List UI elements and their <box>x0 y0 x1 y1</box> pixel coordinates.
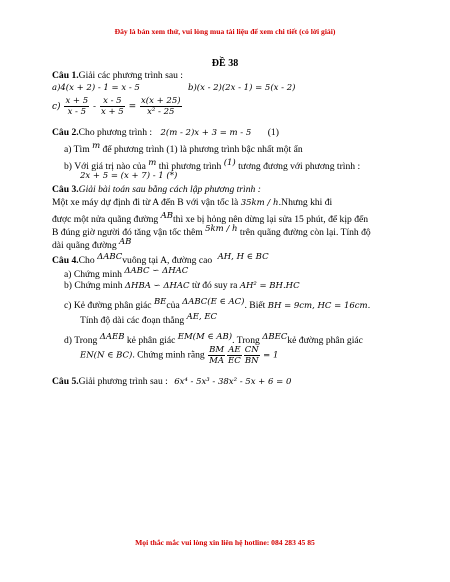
q5-heading: Câu 5.Giải phương trình sau : 6x⁴ - 5x³ - 38x² - 5x + 6 = 0 <box>52 376 292 387</box>
q2-text: Cho phương trình : <box>78 127 153 138</box>
q1-heading <box>52 70 183 82</box>
q2-heading <box>52 127 279 139</box>
q1-c-equals: = <box>128 102 137 112</box>
q1-c-label: c) <box>52 102 61 112</box>
q2-part-a: a) Tìm $^m$ để phương trình (1) là phương trình bậc nhất một ẩn <box>64 141 303 156</box>
top-banner: Đây là bản xem thử, vui lòng mua tài liệu để xem chi tiết (có lời giải) <box>114 27 336 36</box>
q3-line2: được một nửa quãng đường $^{AB}$thì xe bị hỏng nên dừng lại sửa 15 phút, để kịp đến <box>52 211 369 226</box>
q1-part-b: b)(x - 2)(2x - 1) = 5(x - 2) <box>188 83 296 93</box>
q3-text: Giải bài toán sau bằng cách lập phương trình : <box>78 184 261 195</box>
q5-equation: 6x⁴ - 5x³ - 38x² - 5x + 6 = 0 <box>174 377 292 387</box>
q1-c-frac1: $\frac{x + 5}{x - 5}$ <box>65 96 89 117</box>
q4-part-c: c) Kẻ đường phân giác $^{BE}$của $^{\Delta ABC(E \in AC)}$. Biết BH = 9cm, HC = 16cm. <box>64 297 371 312</box>
bottom-banner: Mọi thắc mắc vui lòng xin liên hệ hotline: 084 283 45 85 <box>135 538 315 547</box>
q4-part-c2: Tính độ dài các đoạn thẳng $^{AE, EC}$ <box>80 312 218 327</box>
q4-part-d2: EN(N ∈ BC). Chứng minh rằng $\frac{BM}{MA}$ $\frac{AE}{EC}$ $\frac{CN}{BN}$ = 1 <box>80 345 279 366</box>
q1-c-frac3: $\frac{x(x + 25)}{\text{x² - 25}}$ <box>141 96 181 117</box>
q4-heading: Câu 4.Cho $^{\Delta ABC}$vuông tại A, đường cao $^{AH, H \in BC}$ <box>52 252 269 267</box>
q3-line4: dài quãng đường $^{AB}$ <box>52 237 132 252</box>
q5-label: Câu 5. <box>52 376 79 387</box>
q3-label: Câu 3. <box>52 184 79 195</box>
q4-part-a: a) Chứng minh $^{\Delta ABC ∽ \Delta HAC}$ <box>64 266 189 281</box>
exam-title: ĐỀ 38 <box>211 58 239 69</box>
q4-part-d: d) Trong $^{\Delta AEB}$ kẻ phân giác $^{EM(M \in AB)}$. Trong $^{\Delta BEC}$kẻ đường phân giác <box>64 332 363 347</box>
q1-c-frac2: $\frac{x - 5}{x + 5}$ <box>100 96 124 117</box>
q3-heading <box>52 184 261 196</box>
q2-part-b: b) Với giá trị nào của $^m$ thì phương trình $^{(1)}$ tương đương với phương trình : <box>64 158 361 173</box>
q2-tag: (1) <box>267 127 279 138</box>
q2-equation: 2(m - 2)x + 3 = m - 5 <box>160 128 252 138</box>
q3-line1: Một xe máy dự định đi từ A đến B với vận tốc là 35km / h.Nhưng khi đi <box>52 197 333 208</box>
q1-part-c <box>52 96 183 117</box>
q4-part-b: b) Chứng minh ΔHBA ∽ ΔHAC từ đó suy ra AH² = BH.HC <box>64 280 300 291</box>
q3-line3: B đúng giờ người đó tăng vận tốc thêm $^{5km / h}$ trên quãng đường còn lại. Tính độ <box>52 224 371 239</box>
q1-text: Giải các phương trình sau : <box>78 70 183 81</box>
q2-b-equation: 2x + 5 = (x + 7) - 1 (*) <box>80 171 178 181</box>
q1-label: Câu 1. <box>52 70 79 81</box>
q2-label: Câu 2. <box>52 127 79 138</box>
q4-label: Câu 4. <box>52 255 79 267</box>
q1-part-a: a)4(x + 2) - 1 = x - 5 <box>52 83 140 93</box>
q1-c-minus: - <box>93 102 97 112</box>
